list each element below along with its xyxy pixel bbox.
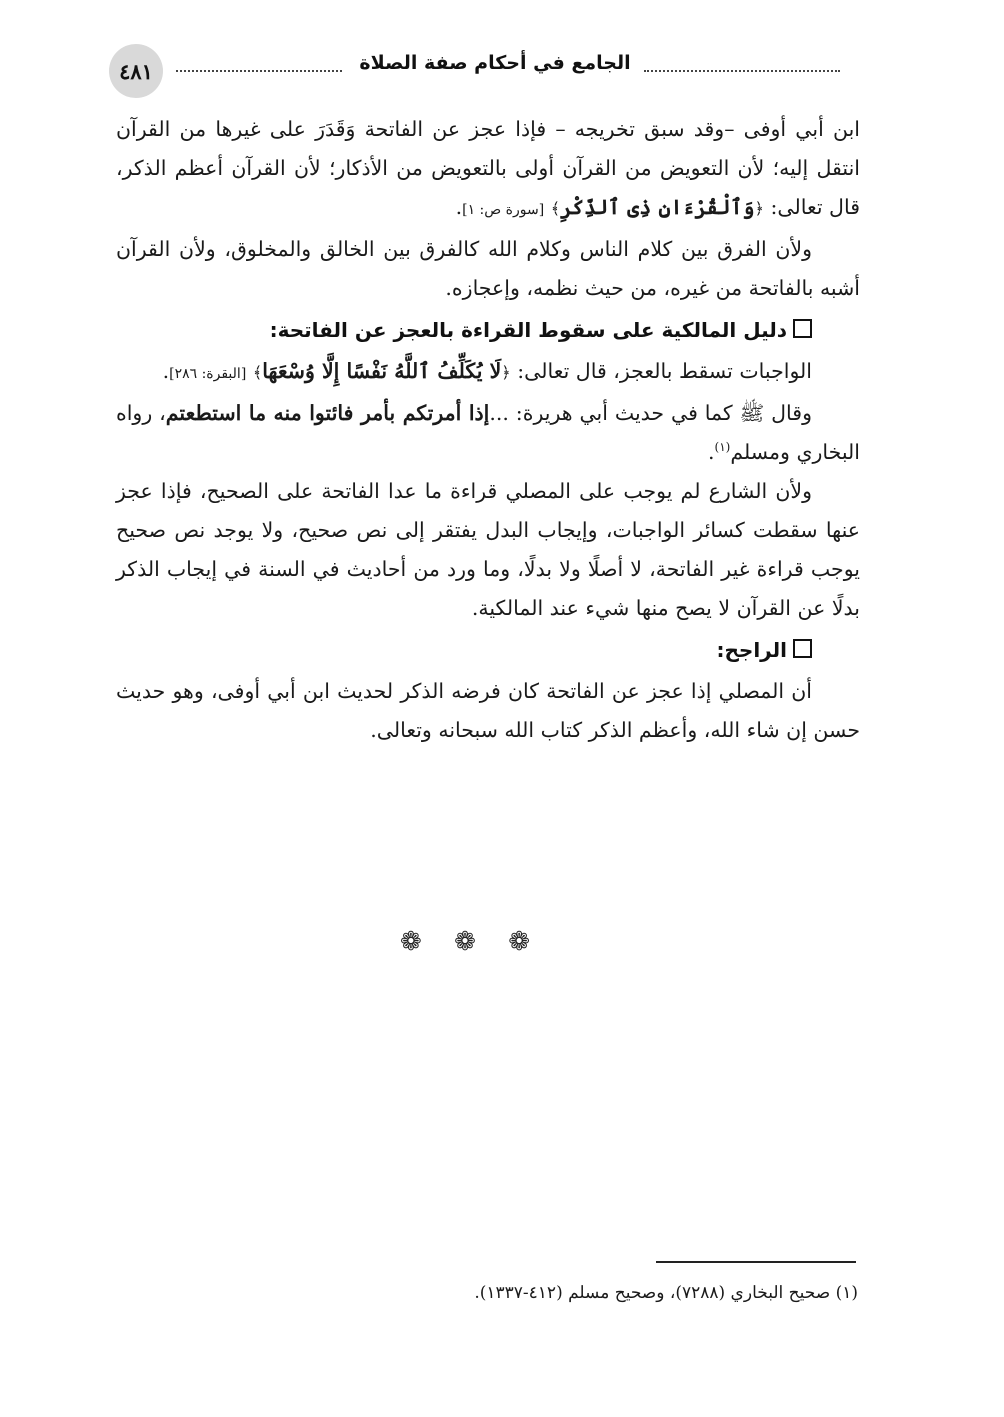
quran-bracket-close-icon: ﴾ xyxy=(550,199,561,218)
square-bullet-icon xyxy=(793,319,812,338)
header-dotted-line-left xyxy=(176,70,342,72)
verse-reference: [البقرة: ٢٨٦] xyxy=(169,366,247,382)
quran-bracket-open-icon: ﴿ xyxy=(501,363,511,382)
flower-ornament-icon: ❁ xyxy=(508,927,530,957)
flower-ornament-icon: ❁ xyxy=(454,927,476,957)
page-number: ٤٨١ xyxy=(109,44,163,98)
paragraph-4: وقال ﷺ كما في حديث أبي هريرة: ...إذا أمرتكم بأمر فائتوا منه ما استطعتم، رواه البخاري ومسلم$^{(١)}$. xyxy=(116,401,860,464)
main-text xyxy=(116,110,860,750)
paragraph-3-text: الواجبات تسقط بالعجز، قال تعالى: xyxy=(517,359,812,383)
paragraph-3: الواجبات تسقط بالعجز، قال تعالى: ﴿لَا يُكَلِّفُ ٱللَّهُ نَفْسًا إِلَّا وُسْعَهَا﴾ [البقرة: ٢٨٦]. xyxy=(162,359,812,383)
running-title: الجامع في أحكام صفة الصلاة xyxy=(359,52,631,74)
paragraph-4-start: وقال ﷺ كما في حديث أبي هريرة: ... xyxy=(489,401,812,425)
footnote-marker[interactable]: (١) xyxy=(714,440,731,455)
footnote-separator xyxy=(656,1261,856,1263)
header-dotted-line-right xyxy=(644,70,840,72)
flower-ornament-icon: ❁ xyxy=(400,927,422,957)
quran-bracket-close-icon: ﴾ xyxy=(252,363,263,382)
square-bullet-icon xyxy=(793,639,812,658)
paragraph-1-text: ابن أبي أوفى –وقد سبق تخريجه – فإذا عجز عن الفاتحة وَقَدَرَ على غيرها من القرآن انتقل إليه؛ لأن التعويض من القرآن أولى بالتعويض من الأذكار؛ لأن القرآن أعظم الذكر، قال تعالى: xyxy=(116,117,860,219)
hadith-quote: إذا أمرتكم بأمر فائتوا منه ما استطعتم xyxy=(165,401,490,425)
paragraph-4-end: ، رواه البخاري ومسلم xyxy=(116,401,860,464)
verse-reference: [سورة ص: ١] xyxy=(462,202,545,218)
section-end-ornaments xyxy=(400,924,530,960)
paragraph-2: ولأن الفرق بين كلام الناس وكلام الله كالفرق بين الخالق والمخلوق، ولأن القرآن أشبه بالفاتحة من غيره، من حيث نظمه، وإعجازه. xyxy=(116,237,860,300)
footnote-1: (١) صحيح البخاري (٧٢٨٨)، وصحيح مسلم (٤١٢-١٣٣٧). xyxy=(474,1283,858,1303)
paragraph-6: أن المصلي إذا عجز عن الفاتحة كان فرضه الذكر لحديث ابن أبي أوفى، وهو حديث حسن إن شاء الله، وأعظم الذكر كتاب الله سبحانه وتعالى. xyxy=(116,679,860,742)
section-heading-preferred xyxy=(116,628,860,672)
paragraph-1: ابن أبي أوفى –وقد سبق تخريجه – فإذا عجز عن الفاتحة وَقَدَرَ على غيرها من القرآن انتقل إليه؛ لأن التعويض من القرآن أولى بالتعويض من الأذكار؛ لأن القرآن أعظم الذكر، قال تعالى: ﴿وَٱلْقُرْءَانِ ذِى ٱلذِّكْرِ﴾ [سورة ص: ١]. xyxy=(116,117,860,219)
quran-verse: وَٱلْقُرْءَانِ ذِى ٱلذِّكْرِ xyxy=(560,195,755,219)
quran-bracket-open-icon: ﴿ xyxy=(754,199,764,218)
section-heading-text: دليل المالكية على سقوط القراءة بالعجز عن الفاتحة: xyxy=(269,318,787,342)
section-heading-text: الراجح: xyxy=(716,638,787,662)
section-heading-maliki-evidence xyxy=(116,308,860,352)
quran-verse: لَا يُكَلِّفُ ٱللَّهُ نَفْسًا إِلَّا وُسْعَهَا xyxy=(262,359,502,383)
paragraph-5: ولأن الشارع لم يوجب على المصلي قراءة ما عدا الفاتحة على الصحيح، فإذا عجز عنها سقطت كسائر الواجبات، وإيجاب البدل يفتقر إلى نص صحيح، ولا يوجد نص صحيح يوجب قراءة غير الفاتحة، لا أصلًا ولا بدلًا، وما ورد من أحاديث في السنة في إيجاب الذكر بدلًا عن القرآن لا يصح منها شيء عند المالكية. xyxy=(116,479,860,620)
